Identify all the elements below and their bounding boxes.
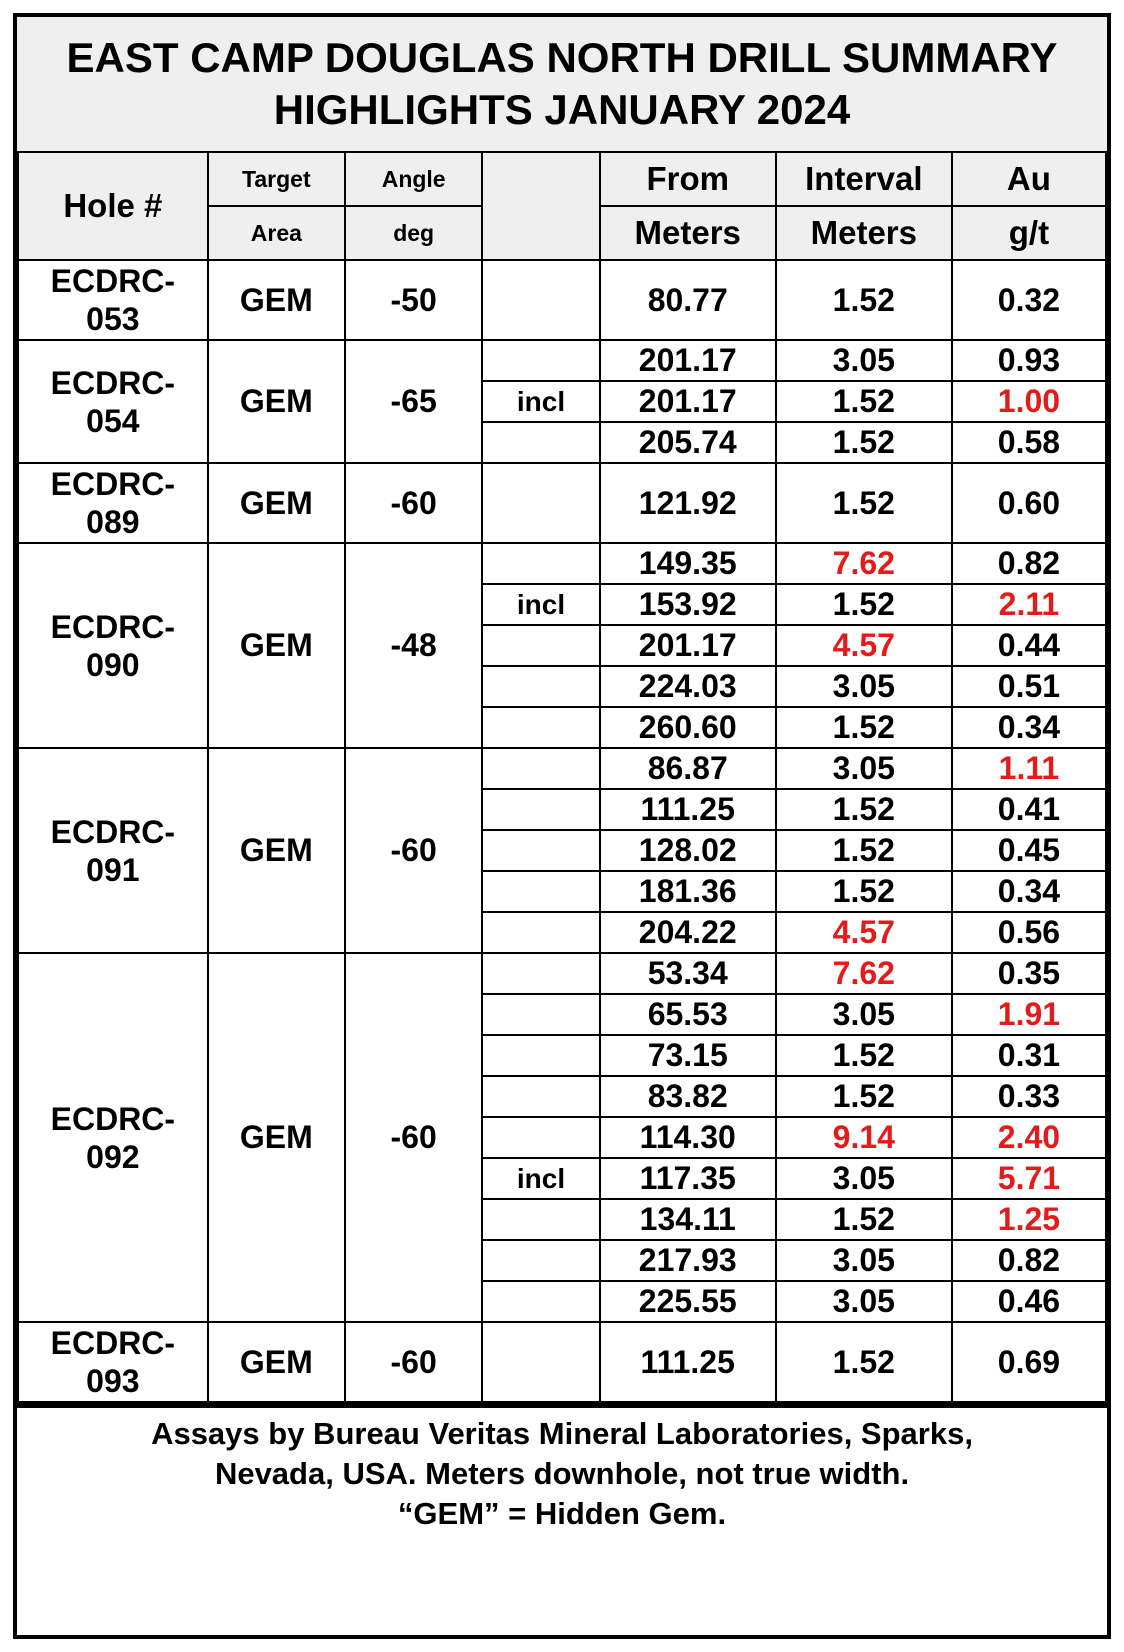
au-grade-cell: 0.31 — [952, 1035, 1106, 1076]
interval-meters-cell: 3.05 — [776, 1240, 952, 1281]
header-target-unit: Area — [208, 206, 345, 260]
interval-meters-cell: 1.52 — [776, 381, 952, 422]
incl-cell — [482, 953, 599, 994]
incl-cell — [482, 1281, 599, 1322]
from-meters-cell: 73.15 — [600, 1035, 776, 1076]
hole-id-cell — [18, 953, 208, 1322]
interval-meters-cell: 1.52 — [776, 1076, 952, 1117]
au-grade-cell: 0.44 — [952, 625, 1106, 666]
hole-id-prefix: ECDRC- — [50, 608, 176, 645]
angle-cell: -60 — [345, 953, 482, 1322]
au-grade-cell: 0.82 — [952, 543, 1106, 584]
hole-id-number: 054 — [86, 402, 140, 439]
angle-cell: -60 — [345, 463, 482, 543]
interval-meters-cell: 1.52 — [776, 1322, 952, 1402]
incl-cell — [482, 666, 599, 707]
au-grade-cell: 1.11 — [952, 748, 1106, 789]
incl-cell — [482, 871, 599, 912]
table-row — [18, 1322, 1106, 1402]
header-target: Target — [208, 152, 345, 206]
footnote — [17, 1403, 1107, 1540]
incl-cell: incl — [482, 584, 599, 625]
interval-meters-cell: 4.57 — [776, 625, 952, 666]
au-grade-cell: 0.33 — [952, 1076, 1106, 1117]
interval-meters-cell: 1.52 — [776, 260, 952, 340]
from-meters-cell: 128.02 — [600, 830, 776, 871]
interval-meters-cell: 1.52 — [776, 1035, 952, 1076]
au-grade-cell: 0.41 — [952, 789, 1106, 830]
au-grade-cell: 0.58 — [952, 422, 1106, 463]
header-from-unit: Meters — [600, 206, 776, 260]
from-meters-cell: 80.77 — [600, 260, 776, 340]
document-title — [17, 17, 1107, 151]
target-area-cell: GEM — [208, 748, 345, 953]
hole-id-cell — [18, 748, 208, 953]
from-meters-cell: 225.55 — [600, 1281, 776, 1322]
header-hole: Hole # — [18, 152, 208, 260]
from-meters-cell: 134.11 — [600, 1199, 776, 1240]
hole-id-prefix: ECDRC- — [50, 263, 176, 299]
au-grade-cell: 0.60 — [952, 463, 1106, 543]
incl-cell — [482, 1240, 599, 1281]
angle-cell: -65 — [345, 340, 482, 463]
au-grade-cell: 0.82 — [952, 1240, 1106, 1281]
from-meters-cell: 149.35 — [600, 543, 776, 584]
footnote-line-1: Assays by Bureau Veritas Mineral Laboratories, Sparks, — [151, 1416, 973, 1451]
header-angle: Angle — [345, 152, 482, 206]
incl-cell — [482, 789, 599, 830]
target-area-cell: GEM — [208, 953, 345, 1322]
header-au-unit: g/t — [952, 206, 1106, 260]
from-meters-cell: 117.35 — [600, 1158, 776, 1199]
incl-cell — [482, 422, 599, 463]
drill-summary-document — [13, 13, 1111, 1639]
table-body — [18, 260, 1106, 1402]
interval-meters-cell: 3.05 — [776, 994, 952, 1035]
header-incl-column — [482, 152, 599, 260]
angle-cell: -60 — [345, 1322, 482, 1402]
interval-meters-cell: 1.52 — [776, 422, 952, 463]
from-meters-cell: 224.03 — [600, 666, 776, 707]
footnote-line-2: Nevada, USA. Meters downhole, not true width. — [214, 1456, 910, 1491]
header-au: Au — [952, 152, 1106, 206]
au-grade-cell: 1.25 — [952, 1199, 1106, 1240]
from-meters-cell: 111.25 — [600, 1322, 776, 1402]
from-meters-cell: 217.93 — [600, 1240, 776, 1281]
interval-meters-cell: 3.05 — [776, 1281, 952, 1322]
hole-id-number: 093 — [86, 1363, 140, 1399]
from-meters-cell: 153.92 — [600, 584, 776, 625]
interval-meters-cell: 3.05 — [776, 340, 952, 381]
from-meters-cell: 201.17 — [600, 381, 776, 422]
incl-cell — [482, 912, 599, 953]
hole-id-cell — [18, 543, 208, 748]
incl-cell — [482, 707, 599, 748]
incl-cell — [482, 1035, 599, 1076]
angle-cell: -50 — [345, 260, 482, 340]
au-grade-cell: 5.71 — [952, 1158, 1106, 1199]
from-meters-cell: 260.60 — [600, 707, 776, 748]
footnote-line-3: “GEM” = Hidden Gem. — [397, 1496, 727, 1531]
incl-cell — [482, 340, 599, 381]
interval-meters-cell: 1.52 — [776, 830, 952, 871]
target-area-cell: GEM — [208, 1322, 345, 1402]
incl-cell: incl — [482, 381, 599, 422]
au-grade-cell: 2.40 — [952, 1117, 1106, 1158]
from-meters-cell: 114.30 — [600, 1117, 776, 1158]
table-row — [18, 748, 1106, 789]
hole-id-prefix: ECDRC- — [50, 466, 176, 502]
target-area-cell: GEM — [208, 340, 345, 463]
au-grade-cell: 0.69 — [952, 1322, 1106, 1402]
hole-id-number: 053 — [86, 301, 140, 337]
hole-id-cell — [18, 463, 208, 543]
au-grade-cell: 0.51 — [952, 666, 1106, 707]
incl-cell — [482, 463, 599, 543]
from-meters-cell: 111.25 — [600, 789, 776, 830]
au-grade-cell: 1.91 — [952, 994, 1106, 1035]
hole-id-prefix: ECDRC- — [50, 364, 176, 401]
angle-cell: -60 — [345, 748, 482, 953]
hole-id-number: 089 — [86, 504, 140, 540]
au-grade-cell: 0.56 — [952, 912, 1106, 953]
table-row — [18, 953, 1106, 994]
from-meters-cell: 205.74 — [600, 422, 776, 463]
interval-meters-cell: 1.52 — [776, 1199, 952, 1240]
incl-cell — [482, 1322, 599, 1402]
target-area-cell: GEM — [208, 543, 345, 748]
interval-meters-cell: 4.57 — [776, 912, 952, 953]
incl-cell — [482, 1117, 599, 1158]
from-meters-cell: 201.17 — [600, 340, 776, 381]
table-row — [18, 463, 1106, 543]
interval-meters-cell: 1.52 — [776, 707, 952, 748]
interval-meters-cell: 9.14 — [776, 1117, 952, 1158]
hole-id-prefix: ECDRC- — [50, 1100, 176, 1137]
au-grade-cell: 1.00 — [952, 381, 1106, 422]
hole-id-number: 092 — [86, 1138, 140, 1175]
incl-cell — [482, 1199, 599, 1240]
au-grade-cell: 0.46 — [952, 1281, 1106, 1322]
table-row — [18, 260, 1106, 340]
title-line-2: HIGHLIGHTS JANUARY 2024 — [273, 86, 851, 133]
from-meters-cell: 201.17 — [600, 625, 776, 666]
table-row — [18, 543, 1106, 584]
interval-meters-cell: 7.62 — [776, 953, 952, 994]
from-meters-cell: 121.92 — [600, 463, 776, 543]
au-grade-cell: 0.34 — [952, 871, 1106, 912]
au-grade-cell: 0.45 — [952, 830, 1106, 871]
au-grade-cell: 0.35 — [952, 953, 1106, 994]
table-row — [18, 340, 1106, 381]
title-line-1: EAST CAMP DOUGLAS NORTH DRILL SUMMARY — [66, 34, 1058, 81]
incl-cell: incl — [482, 1158, 599, 1199]
interval-meters-cell: 3.05 — [776, 748, 952, 789]
from-meters-cell: 83.82 — [600, 1076, 776, 1117]
au-grade-cell: 2.11 — [952, 584, 1106, 625]
angle-cell: -48 — [345, 543, 482, 748]
from-meters-cell: 65.53 — [600, 994, 776, 1035]
hole-id-number: 091 — [86, 851, 140, 888]
header-from: From — [600, 152, 776, 206]
hole-id-prefix: ECDRC- — [50, 1325, 176, 1361]
hole-id-number: 090 — [86, 646, 140, 683]
header-interval: Interval — [776, 152, 952, 206]
from-meters-cell: 86.87 — [600, 748, 776, 789]
target-area-cell: GEM — [208, 463, 345, 543]
from-meters-cell: 204.22 — [600, 912, 776, 953]
interval-meters-cell: 1.52 — [776, 871, 952, 912]
hole-id-cell — [18, 260, 208, 340]
hole-id-cell — [18, 1322, 208, 1402]
interval-meters-cell: 7.62 — [776, 543, 952, 584]
interval-meters-cell: 3.05 — [776, 1158, 952, 1199]
interval-meters-cell: 1.52 — [776, 584, 952, 625]
incl-cell — [482, 543, 599, 584]
from-meters-cell: 53.34 — [600, 953, 776, 994]
target-area-cell: GEM — [208, 260, 345, 340]
incl-cell — [482, 625, 599, 666]
hole-id-cell — [18, 340, 208, 463]
interval-meters-cell: 1.52 — [776, 463, 952, 543]
header-interval-unit: Meters — [776, 206, 952, 260]
interval-meters-cell: 3.05 — [776, 666, 952, 707]
au-grade-cell: 0.34 — [952, 707, 1106, 748]
hole-id-prefix: ECDRC- — [50, 813, 176, 850]
au-grade-cell: 0.93 — [952, 340, 1106, 381]
incl-cell — [482, 260, 599, 340]
drill-results-table — [17, 151, 1107, 1403]
au-grade-cell: 0.32 — [952, 260, 1106, 340]
incl-cell — [482, 748, 599, 789]
incl-cell — [482, 830, 599, 871]
from-meters-cell: 181.36 — [600, 871, 776, 912]
incl-cell — [482, 1076, 599, 1117]
header-angle-unit: deg — [345, 206, 482, 260]
incl-cell — [482, 994, 599, 1035]
interval-meters-cell: 1.52 — [776, 789, 952, 830]
